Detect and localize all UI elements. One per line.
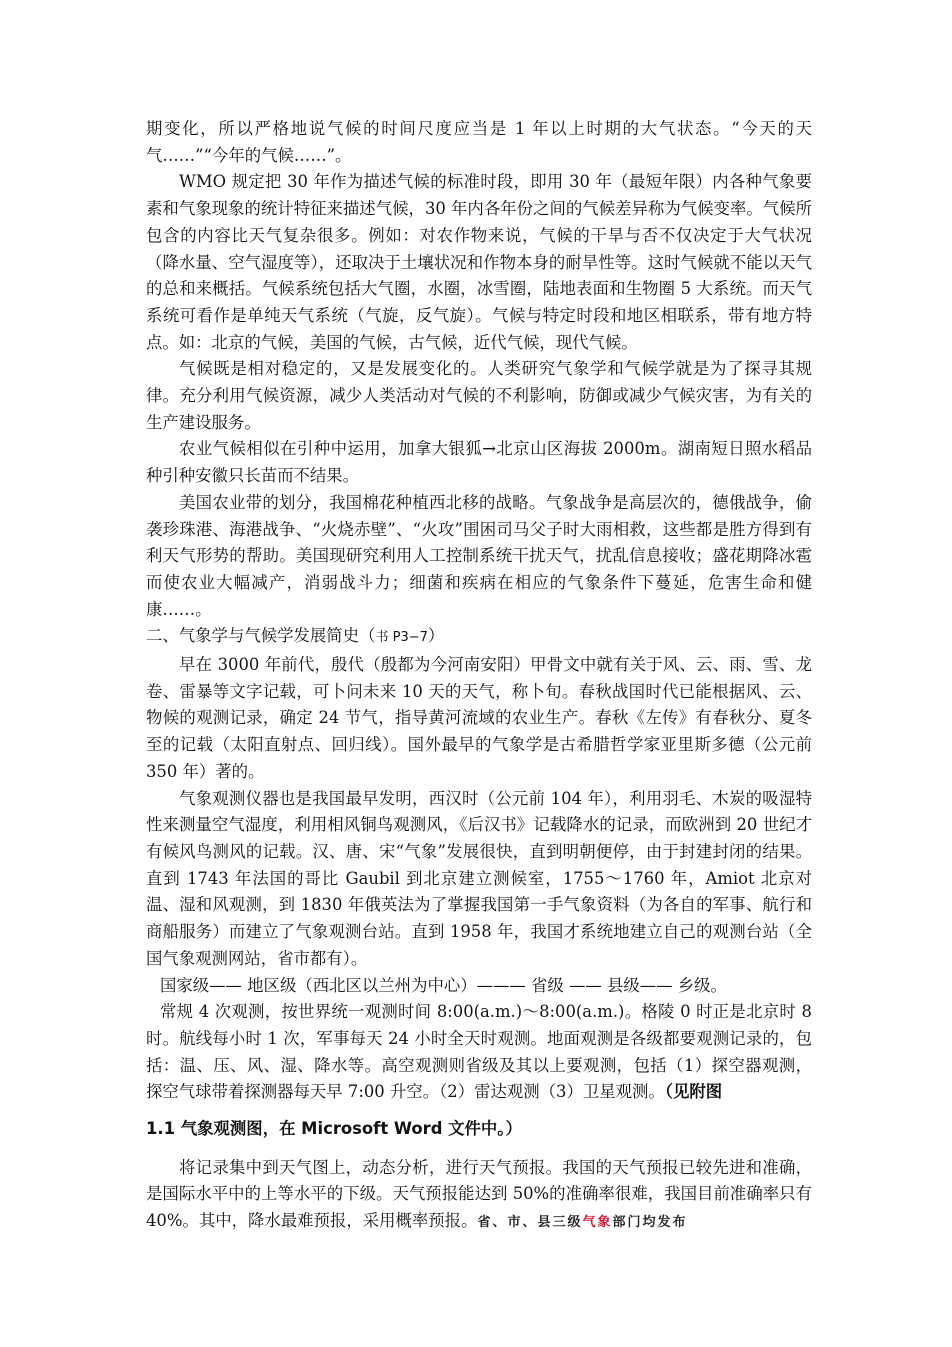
paragraph-routine-observation xyxy=(146,999,812,1106)
document-body xyxy=(146,116,812,1237)
heading-prefix: 二、气象学与气候学发展简史（ xyxy=(146,626,376,646)
paragraph-climate-timescale: 期变化，所以严格地说气候的时间尺度应当是 1 年以上时期的大气状态。“今天的天气……”“今年的气候……”。 xyxy=(146,119,812,165)
handwritten-after: 部门均发布 xyxy=(612,1215,688,1231)
section-heading-history xyxy=(146,623,812,652)
paragraph-weather-warfare: 美国农业带的划分，我国棉花种植西北移的战略。气象战争是高层次的，德俄战争，偷袭珍珠港、海港战争、“火烧赤壁”、“火攻”围困司马父子时大雨相救，这些都是胜方得到有利天气形势的帮助。美国现研究利用人工控制系统干扰天气，扰乱信息接收；盛花期降冰雹而使农业大幅减产，消弱战斗力；细菌和疾病在相应的气象条件下蔓延，危害生命和健康……。 xyxy=(146,492,812,619)
routine-observation-text: 常规 4 次观测，按世界统一观测时间 8:00(a.m.)～8:00(a.m.)。格陵 0 时正是北京时 8 时。航线每小时 1 次，军事每天 24 小时全天时观测。地面观测是各级都要观测记录的，包括：温、压、风、湿、降水等。高空观测则省级及其以上要观测，包括（1）探空器观测，探空气球带着探测器每天早 7:00 升空。（2）雷达观测（3）卫星观测。 xyxy=(146,1002,812,1102)
paragraph-ancient-records: 早在 3000 年前代，殷代（殷都为今河南安阳）甲骨文中就有关于风、云、雨、雪、龙卷、雷暴等文字记载，可卜问未来 10 天的天气，称卜旬。春秋战国时代已能根据风、云、物候的观测记录，确定 24 节气，指导黄河流域的农业生产。春秋《左传》有春秋分、夏冬至的记载（太阳直射点、回归线）。国外最早的气象学是古希腊哲学家亚里斯多德（公元前 350 年）著的。 xyxy=(146,655,812,781)
heading-suffix: ） xyxy=(427,626,445,646)
paragraph-weather-forecast xyxy=(146,1155,812,1237)
paragraph-observation-instruments: 气象观测仪器也是我国最早发明，西汉时（公元前 104 年），利用羽毛、木炭的吸湿特性来测量空气湿度，利用相风铜鸟观测风，《后汉书》记载降水的记录，而欧洲到 20 世纪才有候风鸟测风的记载。汉、唐、宋“气象”发展很快，直到明朝便停，由于封建封闭的结果。直到 1743 年法国的哥比 Gaubil 到北京建立测候室，1755～1760 年，Amiot 北京对温、湿和风观测，到 1830 年俄英法为了掌握我国第一手气象资料（为各自的军事、航行和商船服务）而建立了气象观测台站。直到 1958 年，我国才系统地建立自己的观测台站（全国气象观测网站，省市都有）。 xyxy=(146,788,812,968)
paragraph-agricultural-climate: 农业气候相似在引种中运用，加拿大银狐→北京山区海拔 2000m。湖南短日照水稻品种引种安徽只长苗而不结果。 xyxy=(146,439,812,486)
handwritten-red-word: 气象 xyxy=(582,1215,613,1231)
forecast-text: 将记录集中到天气图上，动态分析，进行天气预报。我国的天气预报已较先进和准确，是国际水平中的上等水平的下级。天气预报能达到 50%的准确率很难，我国目前准确率只有 40%。其中，降水最难预报，采用概率预报。 xyxy=(146,1157,812,1231)
handwritten-before: 省、市、县三级 xyxy=(477,1215,583,1231)
heading-book-reference: 书 P3−7 xyxy=(375,630,428,646)
paragraph-wmo-standard: WMO 规定把 30 年作为描述气候的标准时段，即用 30 年（最短年限）内各种气象要素和气象现象的统计特征来描述气候，30 年内各年份之间的气候差异称为气候变率。气候所包含的内容比天气复杂很多。例如：对农作物来说，气候的干旱与否不仅决定于大气状况（降水量、空气湿度等），还取决于土壤状况和作物本身的耐旱性等。这时气候就不能以天气的总和来概括。气候系统包括大气圈，水圈，冰雪圈，陆地表面和生物圈 5 大系统。而天气系统可看作是单纯天气系统（气旋，反气旋）。气候与特定时段和地区相联系，带有地方特点。如：北京的气候，美国的气候，古气候，近代气候，现代气候。 xyxy=(146,172,812,352)
paragraph-climate-stability: 气候既是相对稳定的，又是发展变化的。人类研究气象学和气候学就是为了探寻其规律。充分利用气候资源，减少人类活动对气候的不利影响，防御或减少气候灾害，为有关的生产建设服务。 xyxy=(146,359,812,432)
observation-hierarchy-line: 国家级—— 地区级（西北区以兰州为中心）——— 省级 —— 县级—— 乡级。 xyxy=(160,975,727,995)
figure-note-part1: （见附图 xyxy=(664,1082,723,1102)
handwritten-annotation xyxy=(477,1215,687,1230)
figure-note-part2: 1.1 气象观测图，在 Microsoft Word 文件中。） xyxy=(146,1119,522,1139)
